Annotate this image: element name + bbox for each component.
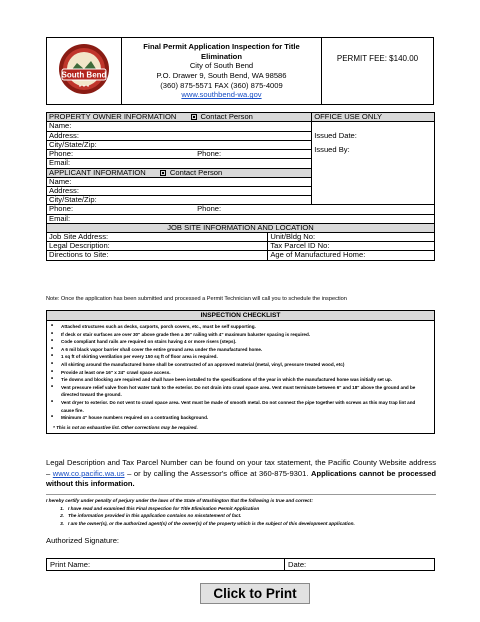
scheduling-note: Note: Once the application has been submitted and processed a Permit Technician will call you to schedule the inspection [46, 296, 347, 302]
checklist-item: • Vent pressure relief valve from hot water tank to the exterior. Do not drain into crawl space area. Vent must terminate between 6" and 18" above the ground and be directed toward the ground. [51, 384, 428, 399]
owner-phone-field[interactable]: Phone: [47, 150, 196, 159]
home-age-field[interactable]: Age of Manufactured Home: [268, 251, 435, 260]
checklist-heading: INSPECTION CHECKLIST [47, 311, 434, 321]
owner-info-heading: PROPERTY OWNER INFORMATION Contact Person [47, 113, 312, 122]
applicant-info-heading: APPLICANT INFORMATION Contact Person [47, 168, 312, 177]
applicant-contact-label: Contact Person [169, 167, 223, 177]
certification-intro: I hereby certify under penalty of perjury under the laws of the State of Washington that the following is true and correct: [46, 498, 313, 503]
checklist-item: • Code compliant hand rails are required on stairs having 4 or more risers (steps). [51, 338, 428, 346]
directions-field[interactable]: Directions to Site: [47, 251, 268, 260]
certification-item: 2. The information provided in this application contains no misstatement of fact. [60, 513, 242, 519]
checklist-item: • A 6 mil black vapor barrier shall cover the entire ground area under the manufactured home. [51, 346, 428, 354]
checklist-item: • If deck or stair surfaces are over 30" above grade then a 36" railing with 4" maximum baluster spacing is required. [51, 331, 428, 339]
pacific-county-link[interactable]: www.co.pacific.wa.us [52, 468, 125, 478]
checklist-footer: * This is not an exhaustive list. Other corrections may be required. [53, 424, 198, 430]
form-header [46, 37, 434, 105]
checklist-item: • Vent dryer to exterior. Do not vent to crawl space area. Vent must be made of smooth metal. Do not connect the pipe together with screws as this may trap lint and cause fire. [51, 399, 428, 414]
date-field[interactable]: Date: [285, 559, 435, 571]
applicant-email-field[interactable]: Email: [47, 214, 435, 223]
owner-name-field[interactable]: Name: [47, 122, 312, 131]
issued-date-field[interactable]: Issued Date: [314, 131, 357, 141]
applicant-name-field[interactable]: Name: [47, 177, 312, 186]
form-title: Final Permit Application Inspection for Title Elimination [143, 42, 300, 61]
checklist-item: • Provide at least one 16" x 24" crawl space access. [51, 369, 428, 377]
website-link[interactable]: www.southbend-wa.gov [181, 90, 262, 100]
inspection-checklist [46, 310, 435, 434]
checklist-item: • Attached structures such as decks, carports, porch covers, etc., must be self supporting. [51, 323, 428, 331]
owner-phone2-field[interactable]: Phone: [195, 150, 312, 159]
checklist-item: • 1 sq ft of skirting ventilation per every 150 sq ft of floor area is required. [51, 353, 428, 361]
phone-fax: (360) 875-5571 FAX (360) 875-4009 [160, 80, 283, 90]
logo-cell [47, 38, 122, 105]
applicant-city-field[interactable]: City/State/Zip: [47, 196, 312, 205]
applicant-phone2-field[interactable]: Phone: [195, 205, 434, 214]
checklist-item: • All skirting around the manufactured home shall be constructed of an approved material (metal, vinyl, pressure treated wood, etc) [51, 361, 428, 369]
mailing-address: P.O. Drawer 9, South Bend, WA 98586 [156, 71, 287, 80]
tax-parcel-field[interactable]: Tax Parcel ID No: [268, 242, 435, 251]
office-use-heading: OFFICE USE ONLY [312, 113, 435, 122]
certification-item: 3. I am the owner(s), or the authorized agent(s) of the owner(s) of the property which is the subject of this development application. [60, 520, 355, 526]
jobsite-heading: JOB SITE INFORMATION AND LOCATION [47, 223, 435, 232]
signature-table [46, 558, 435, 571]
unit-bldg-field[interactable]: Unit/Bldg No: [268, 232, 435, 241]
authorized-signature-label: Authorized Signature: [46, 536, 120, 545]
section-divider [46, 494, 436, 495]
certification-item: 1. I have read and examined this Final Inspection for Title Elimination Permit Application [60, 505, 260, 511]
owner-contact-label: Contact Person [200, 112, 253, 121]
jobsite-address-field[interactable]: Job Site Address: [47, 232, 268, 241]
application-info-table [46, 112, 435, 261]
owner-address-field[interactable]: Address: [47, 131, 312, 140]
city-seal-logo [57, 42, 111, 96]
checklist-item: • Minimum 4" house numbers required on a contrasting background. [51, 414, 428, 422]
title-block [122, 38, 322, 105]
owner-city-field[interactable]: City/State/Zip: [47, 140, 312, 149]
svg-text:South Bend: South Bend [61, 70, 107, 79]
checklist-items [47, 321, 434, 423]
svg-text:★ ★ ★: ★ ★ ★ [78, 83, 90, 88]
processing-warning: Applications cannot be processed without this information. [46, 468, 436, 489]
checklist-item: • Tie downs and blocking are required and shall have been installed to the specifications of the year in which the manufactured home was initially set up. [51, 376, 428, 384]
owner-contact-checkbox[interactable] [191, 114, 197, 120]
applicant-phone-field[interactable]: Phone: [47, 205, 196, 214]
permit-fee: PERMIT FEE: $140.00 [322, 38, 434, 105]
applicant-contact-checkbox[interactable] [160, 170, 166, 176]
owner-email-field[interactable]: Email: [47, 159, 312, 168]
print-name-field[interactable]: Print Name: [47, 559, 285, 571]
certification-block [46, 497, 446, 527]
applicant-address-field[interactable]: Address: [47, 186, 312, 195]
legal-info-paragraph: Legal Description and Tax Parcel Number can be found on your tax statement, the Pacific County Website address – www.co.pacific.wa.us – or by calling the Assessor's office at 360-875-9301. Applications cannot be processed without this information. [46, 458, 436, 489]
print-button[interactable]: Click to Print [200, 583, 310, 604]
legal-description-field[interactable]: Legal Description: [47, 242, 268, 251]
city-name: City of South Bend [189, 61, 254, 71]
issued-by-field[interactable]: Issued By: [314, 145, 350, 155]
